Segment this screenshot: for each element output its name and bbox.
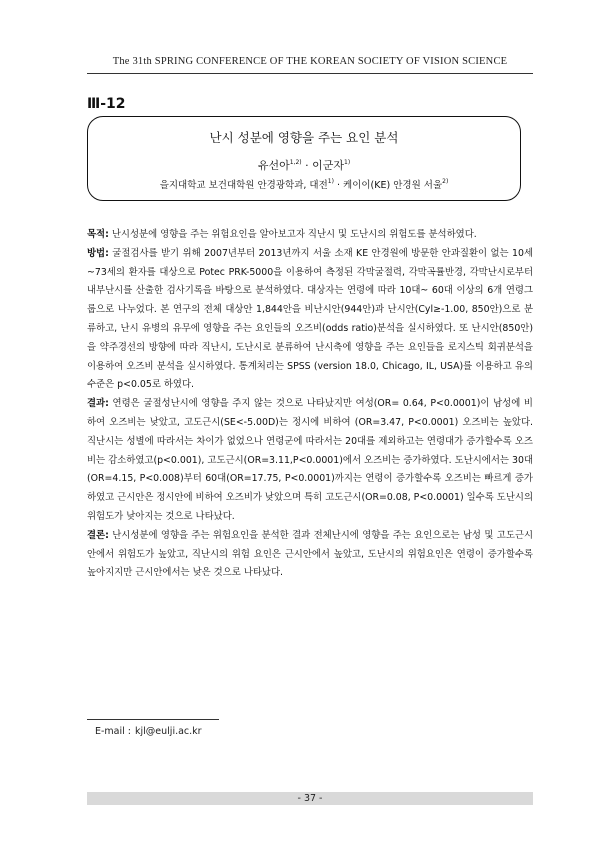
abstract-body [87,226,533,583]
footnote-rule [87,719,219,720]
page-number: - 37 - [297,793,323,804]
affiliation-separator: · [333,180,344,191]
conclusion-paragraph [87,527,533,583]
author-1-superscript: 1,2) [289,159,302,166]
author-1: 유선아 [257,159,290,172]
methods-label: 방법: [87,247,109,259]
authors-line [88,157,520,173]
conclusion-label: 결론: [87,529,109,541]
methods-paragraph [87,245,533,395]
methods-text: 굴절검사를 받기 위해 2007년부터 2013년까지 서울 소재 KE 안경원에 방문한 안과질환이 없는 10세~73세의 환자를 대상으로 Potec PRK-5000을 이용하여 측정된 각막굴절력, 각막곡률반경, 각막난시로부터 내부난시를 산출한 검사기록을 바탕으로 분석하였다. 대상자는 연령에 따라 10대~ 60대 이상의 6개 연령그룹으로 나누었다. 본 연구의 전체 대상안 1,844안을 비난시안(944안)과 난시안(Cyl≥-1.00, 850안)으로 분류하고, 난시 유병의 유무에 영향을 주는 요인들의 오즈비(odds ratio)분석을 실시하였다. 또 난시안(850안)을 약주경선의 방향에 따라 직난시, 도난시로 분류하여 난시축에 영향을 주는 요인들을 로지스틱 회귀분석을 이용하여 오즈비 분석을 실시하였다. 통계처리는 SPSS (version 18.0, Chicago, IL, USA)를 이용하고 유의수준은 p<0.05로 하였다. [87,247,533,391]
affiliation-1: 을지대학교 보건대학원 안경광학과, 대전 [159,180,328,191]
results-text: 연령은 굴절성난시에 영향을 주지 않는 것으로 나타났지만 여성(OR= 0.64, P<0.0001)이 남성에 비하여 오즈비는 낮았고, 고도근시(SE<-5.00D)는 정시에 비하여 (OR=3.47, P<0.0001) 오즈비는 높았다. 직난시는 성별에 따라서는 차이가 없었으나 연령군에 따라서는 20대를 제외하고는 연령대가 증가할수록 오즈비는 감소하였고(p<0.001), 고도근시(OR=3.11,P<0.0001)에서 오즈비는 증가하였다. 도난시에서는 30대(OR=4.15, P<0.008)부터 60대(OR=17.75, P<0.0001)까지는 연령이 증가할수록 오즈비는 빠르게 증가하였고 근시안은 정시안에 비하여 오즈비가 낮았으며 특히 고도근시(OR=0.08, P<0.0001) 일수록 도난시의 위험도가 낮아지는 것으로 나타났다. [87,398,534,522]
purpose-text: 난시성분에 영향을 주는 위험요인을 알아보고자 직난시 및 도난시의 위험도를 분석하였다. [108,229,477,240]
affiliation-2-superscript: 2) [442,178,449,185]
title-box [87,116,521,201]
abstract-title: 난시 성분에 영향을 주는 요인 분석 [209,130,399,145]
affiliation-1-superscript: 1) [327,178,334,185]
email-address: kjl@eulji.ac.kr [135,726,202,737]
header-rule [87,73,533,74]
page-number-bar [87,792,533,805]
conference-header: The 31th SPRING CONFERENCE OF THE KOREAN SOCIETY OF VISION SCIENCE [112,56,508,67]
affiliation-2: 케이이(KE) 안경원 서울 [343,180,443,191]
author-separator: · [301,159,313,172]
author-2: 이군자 [312,159,344,172]
results-paragraph [87,395,533,527]
affiliation-line [88,177,520,191]
email-label: E-mail : [95,726,132,737]
purpose-paragraph [87,226,533,245]
footnote-email [95,726,202,737]
results-label: 결과: [87,398,109,410]
author-2-superscript: 1) [344,159,351,166]
conclusion-text: 난시성분에 영향을 주는 위험요인을 분석한 결과 전체난시에 영향을 주는 요인으로는 남성 및 고도근시안에서 위험도가 높았고, 직난시의 위험 요인은 근시안에서 높았고, 도난시의 위험요인은 연령이 증가할수록 높아지지만 근시안에서는 낮은 것으로 나타났다. [87,529,533,579]
abstract-code: Ⅲ-12 [87,96,126,112]
purpose-label: 목적: [87,229,109,240]
